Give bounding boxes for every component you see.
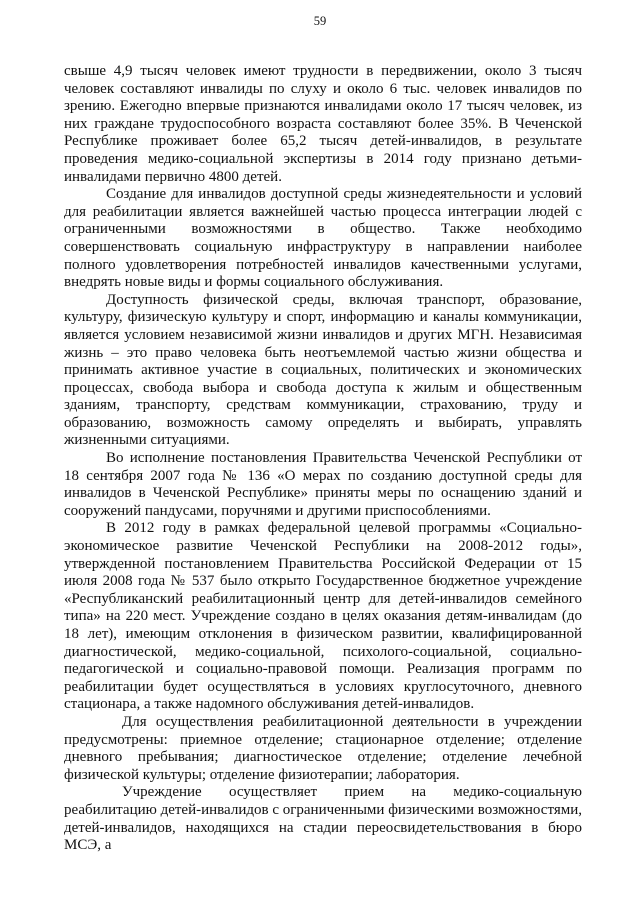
page-number: 59 [313, 14, 327, 28]
document-body [64, 63, 582, 855]
paragraph-6: Для осуществления реабилитационной деятельности в учреждении предусмотрены: приемное отделение; стационарное отделение; отделение дневного пребывания; диагностическое отделение; отделение лечебной физической культуры; отделение физиотерапии; лаборатория. [64, 713, 582, 783]
paragraph-7: Учреждение осуществляет прием на медико-социальную реабилитацию детей-инвалидов с ограниченными физическими возможностями, детей-инвалидов, находящихся на стадии переосвидетельствования в бюро МСЭ, а [64, 784, 582, 854]
paragraph-3: Доступность физической среды, включая транспорт, образование, культуру, физическую культуру и спорт, информацию и каналы коммуникации, является условием независимой жизни инвалидов и других МГН. Независимая жизнь – это право человека быть неотъемлемой частью жизни общества и принимать активное участие в социальных, политических и экономических процессах, свобода выбора и свобода доступа к жилым и общественным зданиям, транспорту, средствам коммуникации, страхованию, труду и образованию, возможность самому определять и выбирать, управлять жизненными ситуациями. [64, 291, 582, 449]
paragraph-4: Во исполнение постановления Правительства Чеченской Республики от 18 сентября 2007 года № 136 «О мерах по созданию доступной среды для инвалидов в Чеченской Республике» приняты меры по оснащению зданий и сооружений пандусами, поручнями и другими приспособлениями. [64, 450, 582, 519]
paragraph-5: В 2012 году в рамках федеральной целевой программы «Социально-экономическое развитие Чеченской Республики на 2008-2012 годы», утвержденной постановлением Правительства Российской Федерации от 15 июля 2008 года № 537 было открыто Государственное бюджетное учреждение «Республиканский реабилитационный центр для детей-инвалидов семейного типа» на 220 мест. Учреждение создано в целях оказания детям-инвалидам (до 18 лет), имеющим отклонения в физическом развитии, квалифицированной диагностической, медико-социальной, психолого-социальной, социально-педагогической и социально-правовой помощи. Реализация программ по реабилитации будет осуществляться в условиях круглосуточного, дневного стационара, а также надомного обслуживания детей-инвалидов. [64, 520, 582, 713]
paragraph-1: свыше 4,9 тысяч человек имеют трудности в передвижении, около 3 тысяч человек составляют инвалиды по слуху и около 6 тыс. человек инвалидов по зрению. Ежегодно впервые признаются инвалидами около 17 тысяч человек, из них граждане трудоспособного возраста составляют более 35%. В Чеченской Республике проживает более 65,2 тысяч детей-инвалидов, в результате проведения медико-социальной экспертизы в 2014 году признано детьми-инвалидами первично 4800 детей. [64, 63, 582, 185]
paragraph-2: Создание для инвалидов доступной среды жизнедеятельности и условий для реабилитации является важнейшей частью процесса интеграции людей с ограниченными возможностями в общество. Также необходимо совершенствовать социальную инфраструктуру в направлении наиболее полного удовлетворения потребностей инвалидов качественными услугами, внедрять новые виды и формы социального обслуживания. [64, 186, 582, 291]
